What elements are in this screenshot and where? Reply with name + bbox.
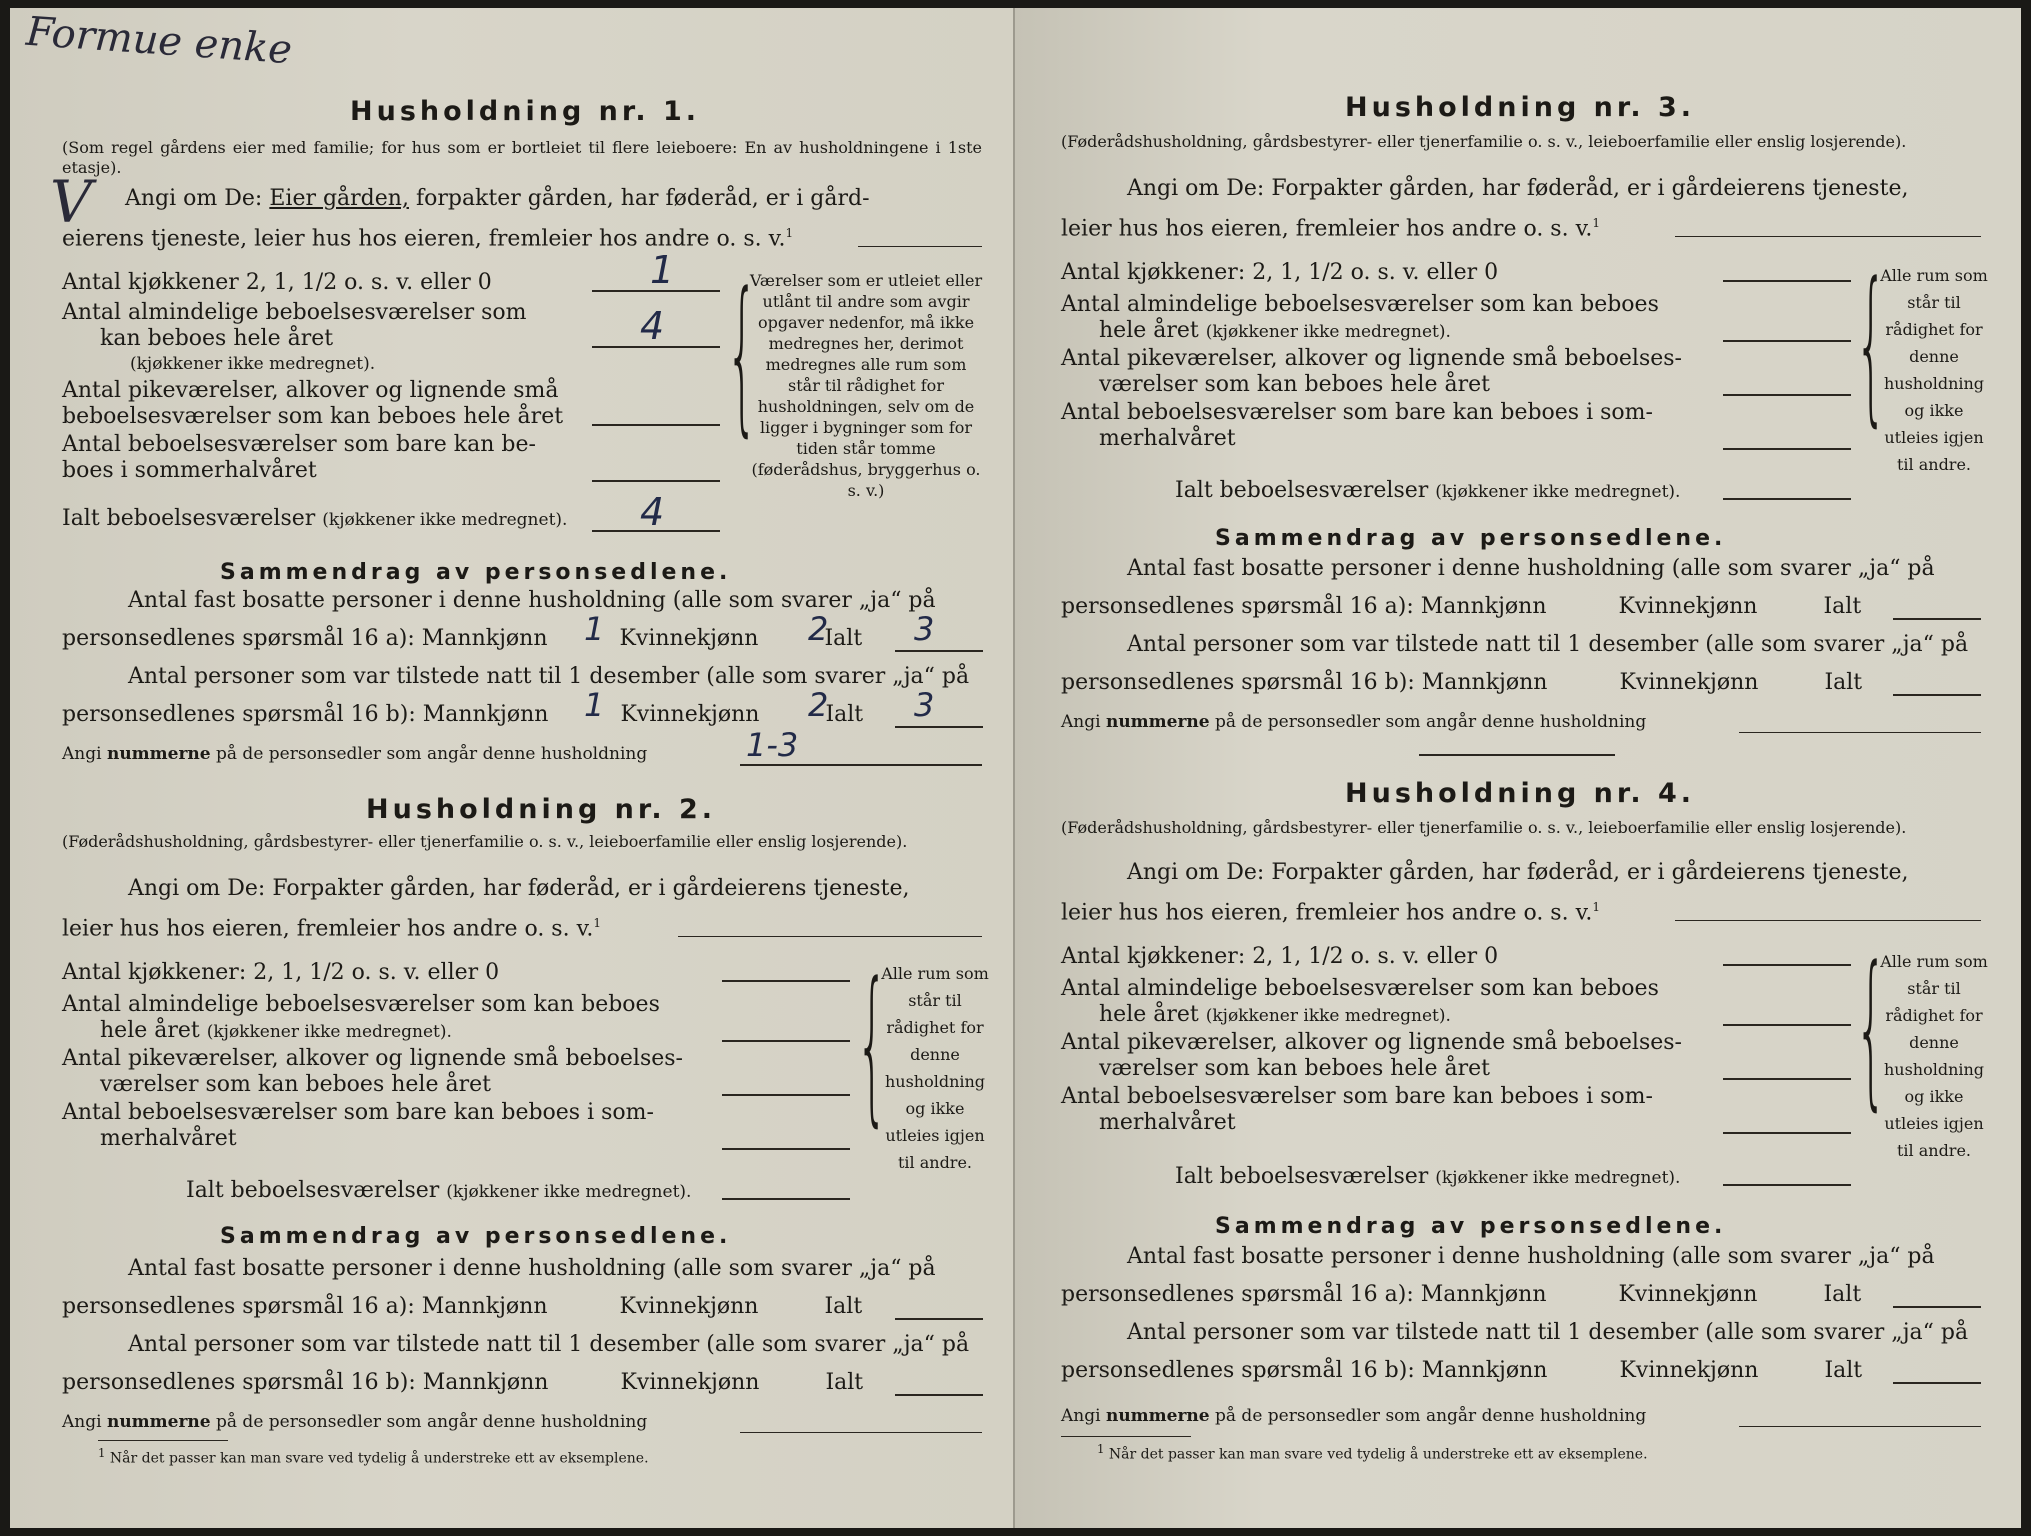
h1-sum-a1: Antal fast bosatte personer i denne husholdning (alle som svarer „ja“ på — [128, 588, 936, 613]
h2-alm-line — [722, 1040, 850, 1042]
h2-row-sommer2: merhalvåret — [100, 1126, 237, 1151]
h3-nummer-pre: Angi — [1061, 712, 1101, 732]
h2-angi2: leier hus hos eieren, fremleier hos andre o. s. v. — [62, 916, 594, 942]
h1-angi-answer-line — [858, 246, 982, 247]
h1-angi-line2: eierens tjeneste, leier hus hos eieren, fremleier hos andre o. s. v.$^1$ — [62, 226, 794, 252]
h4-ialt-sub: (kjøkkener ikke medregnet). — [1435, 1168, 1681, 1188]
h4-alm-line — [1723, 1024, 1851, 1026]
h2-alm2: hele året — [100, 1018, 200, 1043]
h2-title: Husholdning nr. 2. — [366, 794, 717, 825]
h4-nummer-post: på de personsedler som angår denne husholdning — [1215, 1406, 1647, 1426]
h4-ialt-label: Ialt beboelsesværelser — [1175, 1164, 1429, 1189]
h1-b-mann-value: 1 — [584, 686, 605, 724]
h3-row-pike2: værelser som kan beboes hele året — [1099, 372, 1490, 397]
h2-nummer-line — [740, 1432, 982, 1433]
h4-alm3: (kjøkkener ikke medregnet). — [1205, 1006, 1451, 1026]
h4-title: Husholdning nr. 4. — [1345, 778, 1696, 809]
h2-sum-b1: Antal personer som var tilstede natt til 1 desember (alle som svarer „ja“ på — [128, 1332, 970, 1357]
h3-note: (Føderådshusholdning, gårdsbestyrer- eller tjenerfamilie o. s. v., leieboerfamilie eller enslig losjerende). — [1061, 132, 1907, 151]
h4-b-ialt-line — [1893, 1382, 1981, 1384]
h4-note-box: Alle rum som står til rådighet for denne husholdning og ikke utleies igjen til andre. — [1880, 952, 1988, 1160]
h2-nummer-bold: nummerne — [106, 1412, 211, 1432]
h3-alm-line — [1723, 340, 1851, 342]
h1-nummer-line — [740, 764, 982, 766]
h1-nummer-pre: Angi — [62, 744, 102, 764]
h1-sum-b2 — [62, 702, 863, 727]
h4-pike-line — [1723, 1078, 1851, 1080]
h4-summary-title: Sammendrag av personsedlene. — [1215, 1214, 1727, 1239]
h2-pike-line — [722, 1094, 850, 1096]
h3-angi2: leier hus hos eieren, fremleier hos andre o. s. v. — [1061, 216, 1593, 242]
h4-sum-a2-label: personsedlenes spørsmål 16 a): Mannkjønn — [1061, 1282, 1547, 1307]
h4-row-alm1: Antal almindelige beboelsesværelser som kan beboes — [1061, 976, 1659, 1001]
h1-row-alm2: kan beboes hele året — [100, 326, 334, 351]
h1-pike-line — [592, 424, 720, 426]
h4-row-pike2: værelser som kan beboes hele året — [1099, 1056, 1490, 1081]
h1-angi-options2: eierens tjeneste, leier hus hos eieren, fremleier hos andre o. s. v. — [62, 226, 786, 252]
h2-ialt-sub: (kjøkkener ikke medregnet). — [446, 1182, 692, 1202]
h2-row-pike2: værelser som kan beboes hele året — [100, 1072, 491, 1097]
h3-a-ialt-line — [1893, 618, 1981, 620]
h1-summary-title: Sammendrag av personsedlene. — [220, 560, 732, 585]
h3-sum-b2 — [1061, 670, 1862, 695]
h1-ialt-label: Ialt beboelsesværelser — [62, 506, 316, 531]
h3-row-kjokken: Antal kjøkkener: 2, 1, 1/2 o. s. v. eller 0 — [1061, 260, 1499, 285]
h3-alm3: (kjøkkener ikke medregnet). — [1205, 322, 1451, 342]
h4-a-ialt-line — [1893, 1306, 1981, 1308]
h3-ialt-label: Ialt beboelsesværelser — [1175, 478, 1429, 503]
h3-sum-a-kvinne: Kvinnekjønn — [1618, 594, 1758, 619]
h2-sommer-line — [722, 1148, 850, 1150]
h3-sum-b1: Antal personer som var tilstede natt til 1 desember (alle som svarer „ja“ på — [1127, 632, 1969, 657]
h3-pike-line — [1723, 394, 1851, 396]
h3-alm2: hele året — [1099, 318, 1199, 343]
h4-sum-b2-label: personsedlenes spørsmål 16 b): Mannkjønn — [1061, 1358, 1548, 1383]
h4-ialt-line — [1723, 1184, 1851, 1186]
h1-sum-b-ialt: Ialt — [825, 702, 864, 727]
h1-nummer — [62, 744, 647, 764]
h3-nummer-post: på de personsedler som angår denne husholdning — [1215, 712, 1647, 732]
h3-summary-title: Sammendrag av personsedlene. — [1215, 526, 1727, 551]
h4-row-sommer1: Antal beboelsesværelser som bare kan beboes i som- — [1061, 1084, 1653, 1109]
h1-angi-label: Angi om De: — [125, 186, 263, 211]
h1-alm-value: 4 — [640, 304, 665, 348]
h3-angi2-row: leier hus hos eieren, fremleier hos andre o. s. v.$^1$ — [1061, 216, 1601, 242]
right-page — [1015, 8, 2021, 1528]
handwritten-note: Formue enke — [24, 8, 294, 74]
h4-nummer-line — [1739, 1426, 1981, 1427]
h1-nummer-value: 1-3 — [746, 726, 799, 764]
h3-sum-a2-label: personsedlenes spørsmål 16 a): Mannkjønn — [1061, 594, 1547, 619]
h3-brace: { — [1855, 246, 1888, 442]
h3-row-pike1: Antal pikeværelser, alkover og lignende små beboelses- — [1061, 346, 1682, 371]
h1-row-sommer1: Antal beboelsesværelser som bare kan be- — [62, 432, 536, 457]
h2-sum-b-kvinne: Kvinnekjønn — [620, 1370, 760, 1395]
census-form-sheet — [10, 8, 2021, 1528]
h1-angi-line1 — [125, 186, 870, 211]
h1-ialt-sub: (kjøkkener ikke medregnet). — [322, 510, 568, 530]
h2-b-ialt-line — [895, 1394, 983, 1396]
h3-title: Husholdning nr. 3. — [1345, 92, 1696, 123]
h3-nummer — [1061, 712, 1646, 732]
h4-row-alm2 — [1099, 1002, 1451, 1027]
h3-sum-b2-label: personsedlenes spørsmål 16 b): Mannkjønn — [1061, 670, 1548, 695]
h3-row-ialt — [1175, 478, 1680, 503]
h1-ialt-value: 4 — [640, 490, 665, 534]
h3-sum-a1: Antal fast bosatte personer i denne husholdning (alle som svarer „ja“ på — [1127, 556, 1935, 581]
h2-row-sommer1: Antal beboelsesværelser som bare kan beboes i som- — [62, 1100, 654, 1125]
h2-footnote: $^1$ Når det passer kan man svare ved tydelig å understreke ett av eksemplene. — [98, 1446, 649, 1467]
h1-checkmark: V — [50, 168, 92, 236]
h2-footnote-rule — [98, 1440, 228, 1441]
h1-b-kvinne-value: 2 — [808, 686, 829, 724]
h2-kjokken-line — [722, 980, 850, 982]
h1-a-ialt-line — [895, 650, 983, 652]
h3-sum-b-kvinne: Kvinnekjønn — [1619, 670, 1759, 695]
h2-sum-a1: Antal fast bosatte personer i denne husholdning (alle som svarer „ja“ på — [128, 1256, 936, 1281]
h2-note-box: Alle rum som står til rådighet for denne husholdning og ikke utleies igjen til andre. — [881, 964, 989, 1172]
h2-brace: { — [856, 946, 889, 1142]
h1-angi-eier-option: Eier gården, — [269, 186, 409, 211]
h2-ialt-label: Ialt beboelsesværelser — [186, 1178, 440, 1203]
h2-nummer-post: på de personsedler som angår denne husholdning — [216, 1412, 648, 1432]
left-page — [10, 8, 1015, 1528]
h2-ialt-line — [722, 1198, 850, 1200]
h3-ialt-line — [1723, 498, 1851, 500]
footnote-text-left: Når det passer kan man svare ved tydelig å understreke ett av eksemplene. — [109, 1450, 649, 1467]
h1-row-kjokken: Antal kjøkkener 2, 1, 1/2 o. s. v. eller 0 — [62, 270, 492, 295]
h4-angi2: leier hus hos eieren, fremleier hos andre o. s. v. — [1061, 900, 1593, 926]
h2-sum-a-ialt: Ialt — [824, 1294, 863, 1319]
h4-sum-b1: Antal personer som var tilstede natt til 1 desember (alle som svarer „ja“ på — [1127, 1320, 1969, 1345]
h1-row-ialt — [62, 506, 567, 531]
h3-sum-a-ialt: Ialt — [1823, 594, 1862, 619]
h1-sum-b1: Antal personer som var tilstede natt til 1 desember (alle som svarer „ja“ på — [128, 664, 970, 689]
h4-note: (Føderådshusholdning, gårdsbestyrer- eller tjenerfamilie o. s. v., leieboerfamilie eller enslig losjerende). — [1061, 818, 1907, 837]
h1-sum-a2 — [62, 626, 862, 651]
h3-sum-b-ialt: Ialt — [1824, 670, 1863, 695]
h4-nummer-pre: Angi — [1061, 1406, 1101, 1426]
h2-row-pike1: Antal pikeværelser, alkover og lignende små beboelses- — [62, 1046, 683, 1071]
h2-note: (Føderådshusholdning, gårdsbestyrer- eller tjenerfamilie o. s. v., leieboerfamilie eller enslig losjerende). — [62, 832, 908, 851]
h2-row-ialt — [186, 1178, 691, 1203]
h2-sum-b-ialt: Ialt — [825, 1370, 864, 1395]
h4-row-pike1: Antal pikeværelser, alkover og lignende små beboelses- — [1061, 1030, 1682, 1055]
h4-kjokken-line — [1723, 964, 1851, 966]
h1-brace: { — [726, 256, 759, 452]
h1-sum-a-kvinne: Kvinnekjønn — [619, 626, 759, 651]
h4-footnote-rule — [1061, 1436, 1191, 1437]
h3-angi1: Angi om De: Forpakter gården, har føderåd, er i gårdeierens tjeneste, — [1127, 176, 1909, 201]
h1-title: Husholdning nr. 1. — [350, 96, 701, 127]
h2-angi2-row: leier hus hos eieren, fremleier hos andre o. s. v.$^1$ — [62, 916, 602, 942]
h2-sum-a2-label: personsedlenes spørsmål 16 a): Mannkjønn — [62, 1294, 548, 1319]
h1-row-sommer2: boes i sommerhalvåret — [62, 458, 317, 483]
h1-row-alm3: (kjøkkener ikke medregnet). — [130, 354, 376, 374]
h4-sommer-line — [1723, 1132, 1851, 1134]
h2-sum-b2 — [62, 1370, 863, 1395]
h2-row-alm1: Antal almindelige beboelsesværelser som kan beboes — [62, 992, 660, 1017]
h1-a-ialt-value: 3 — [914, 610, 935, 648]
h4-nummer — [1061, 1406, 1646, 1426]
h4-sum-b-kvinne: Kvinnekjønn — [1619, 1358, 1759, 1383]
h3-row-sommer1: Antal beboelsesværelser som bare kan beboes i som- — [1061, 400, 1653, 425]
h1-row-pike2: beboelsesværelser som kan beboes hele året — [62, 404, 564, 429]
h3-angi-line — [1675, 236, 1981, 237]
h4-footnote: $^1$ Når det passer kan man svare ved tydelig å understreke ett av eksemplene. — [1097, 1442, 1648, 1463]
h3-row-alm2 — [1099, 318, 1451, 343]
h1-nummer-bold: nummerne — [106, 744, 211, 764]
h3-note-box: Alle rum som står til rådighet for denne husholdning og ikke utleies igjen til andre. — [1880, 266, 1988, 474]
h1-b-ialt-value: 3 — [914, 686, 935, 724]
h1-note: (Som regel gårdens eier med familie; for hus som er bortleiet til flere leieboere: En av husholdningene i 1ste etasje). — [62, 138, 982, 177]
h2-sum-a2 — [62, 1294, 862, 1319]
h3-nummer-bold: nummerne — [1105, 712, 1210, 732]
h3-row-alm1: Antal almindelige beboelsesværelser som kan beboes — [1061, 292, 1659, 317]
h2-alm3: (kjøkkener ikke medregnet). — [206, 1022, 452, 1042]
h4-sum-b-ialt: Ialt — [1824, 1358, 1863, 1383]
h3-ialt-sub: (kjøkkener ikke medregnet). — [1435, 482, 1681, 502]
h1-row-alm1: Antal almindelige beboelsesværelser som — [62, 300, 527, 325]
h2-row-kjokken: Antal kjøkkener: 2, 1, 1/2 o. s. v. eller 0 — [62, 960, 500, 985]
h4-sum-a1: Antal fast bosatte personer i denne husholdning (alle som svarer „ja“ på — [1127, 1244, 1935, 1269]
h1-row-pike1: Antal pikeværelser, alkover og lignende små — [62, 378, 559, 403]
h1-note-box: Værelser som er utleiet eller utlånt til andre som avgir opgaver nedenfor, må ikke medregnes her, derimot medregnes alle rum som står til rådighet for husholdningen, selv om de ligger i bygninger som for tiden står tomme (føderådshus, bryggerhus o. s. v.) — [749, 271, 983, 500]
h1-sum-a2-label: personsedlenes spørsmål 16 a): Mannkjønn — [62, 626, 548, 651]
h2-angi1: Angi om De: Forpakter gården, har føderåd, er i gårdeierens tjeneste, — [128, 876, 910, 901]
h1-sum-a-ialt: Ialt — [824, 626, 863, 651]
h1-angi-options: forpakter gården, har føderåd, er i gård- — [415, 186, 870, 211]
h2-nummer — [62, 1412, 647, 1432]
h1-sum-b-kvinne: Kvinnekjønn — [620, 702, 760, 727]
h1-a-mann-value: 1 — [584, 610, 605, 648]
h4-angi1: Angi om De: Forpakter gården, har føderåd, er i gårdeierens tjeneste, — [1127, 860, 1909, 885]
section-divider — [1419, 754, 1615, 756]
h2-a-ialt-line — [895, 1318, 983, 1320]
h2-summary-title: Sammendrag av personsedlene. — [220, 1224, 732, 1249]
h4-angi-line — [1675, 920, 1981, 921]
footnote-text-right: Når det passer kan man svare ved tydelig å understreke ett av eksemplene. — [1108, 1446, 1648, 1463]
h3-nummer-line — [1739, 732, 1981, 733]
h4-nummer-bold: nummerne — [1105, 1406, 1210, 1426]
h2-sum-a-kvinne: Kvinnekjønn — [619, 1294, 759, 1319]
h3-row-sommer2: merhalvåret — [1099, 426, 1236, 451]
h4-sum-a-kvinne: Kvinnekjønn — [1618, 1282, 1758, 1307]
h4-angi2-row: leier hus hos eieren, fremleier hos andre o. s. v.$^1$ — [1061, 900, 1601, 926]
h4-alm2: hele året — [1099, 1002, 1199, 1027]
h1-nummer-post: på de personsedler som angår denne husholdning — [216, 744, 648, 764]
h3-sommer-line — [1723, 448, 1851, 450]
h4-brace: { — [1855, 930, 1888, 1126]
h1-b-ialt-line — [895, 726, 983, 728]
h4-row-kjokken: Antal kjøkkener: 2, 1, 1/2 o. s. v. eller 0 — [1061, 944, 1499, 969]
h2-nummer-pre: Angi — [62, 1412, 102, 1432]
h1-sommer-line — [592, 480, 720, 482]
h1-a-kvinne-value: 2 — [808, 610, 829, 648]
h4-row-sommer2: merhalvåret — [1099, 1110, 1236, 1135]
h4-sum-a2 — [1061, 1282, 1861, 1307]
h3-sum-a2 — [1061, 594, 1861, 619]
h4-sum-a-ialt: Ialt — [1823, 1282, 1862, 1307]
h3-kjokken-line — [1723, 280, 1851, 282]
h3-b-ialt-line — [1893, 694, 1981, 696]
h2-row-alm2 — [100, 1018, 452, 1043]
h4-sum-b2 — [1061, 1358, 1862, 1383]
h1-kjokken-value: 1 — [650, 248, 675, 292]
h1-sum-b2-label: personsedlenes spørsmål 16 b): Mannkjønn — [62, 702, 549, 727]
h2-sum-b2-label: personsedlenes spørsmål 16 b): Mannkjønn — [62, 1370, 549, 1395]
h4-row-ialt — [1175, 1164, 1680, 1189]
h2-angi-line — [678, 936, 982, 937]
